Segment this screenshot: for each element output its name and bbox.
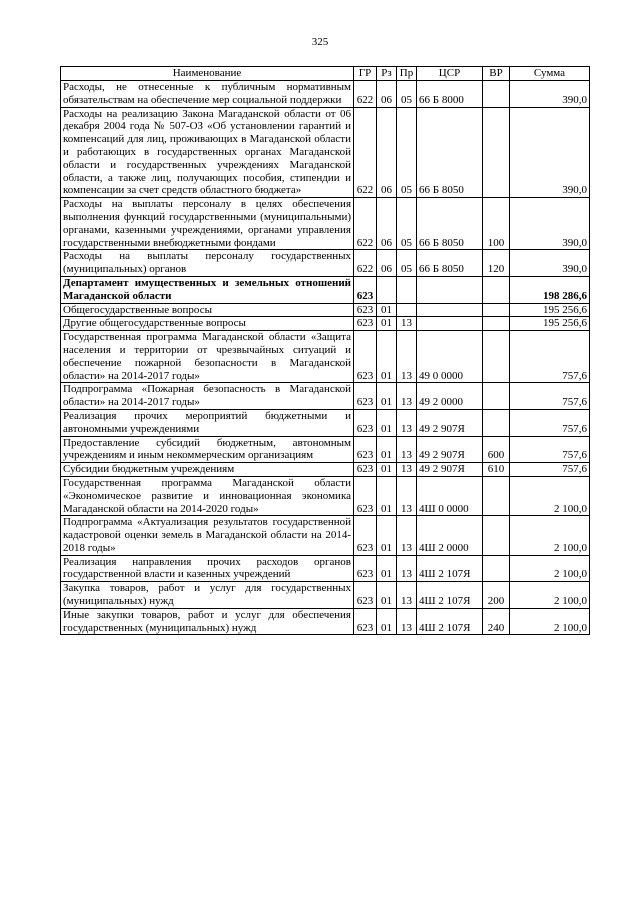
cell-sum: 198 286,6 bbox=[510, 276, 590, 303]
cell-vr: 600 bbox=[483, 436, 510, 463]
cell-vr: 120 bbox=[483, 250, 510, 277]
cell-gr: 623 bbox=[354, 383, 377, 410]
cell-vr bbox=[483, 81, 510, 108]
cell-name: Субсидии бюджетным учреждениям bbox=[61, 463, 354, 477]
cell-rz: 01 bbox=[377, 317, 397, 331]
header-row bbox=[61, 67, 590, 81]
table-row bbox=[61, 317, 590, 331]
cell-sum: 757,6 bbox=[510, 331, 590, 383]
cell-gr: 623 bbox=[354, 463, 377, 477]
cell-gr: 623 bbox=[354, 608, 377, 635]
cell-rz: 01 bbox=[377, 383, 397, 410]
cell-vr bbox=[483, 331, 510, 383]
cell-name: Расходы на выплаты персоналу государственных (муниципальных) органов bbox=[61, 250, 354, 277]
cell-pr bbox=[397, 303, 417, 317]
cell-gr: 623 bbox=[354, 516, 377, 555]
cell-sum: 757,6 bbox=[510, 409, 590, 436]
cell-sum: 757,6 bbox=[510, 463, 590, 477]
cell-pr: 05 bbox=[397, 107, 417, 198]
cell-name: Государственная программа Магаданской области «Защита населения и территории от чрезвычайных ситуаций и обеспечение пожарной безопасности в Магаданской области» на 2014-2017 годы» bbox=[61, 331, 354, 383]
cell-vr bbox=[483, 516, 510, 555]
cell-vr bbox=[483, 107, 510, 198]
cell-csr: 4Ш 0 0000 bbox=[417, 476, 483, 515]
cell-vr: 610 bbox=[483, 463, 510, 477]
cell-sum: 757,6 bbox=[510, 383, 590, 410]
cell-vr bbox=[483, 303, 510, 317]
cell-gr: 622 bbox=[354, 250, 377, 277]
cell-name: Подпрограмма «Актуализация результатов государственной кадастровой оценки земель в Магаданской области на 2014-2018 годы» bbox=[61, 516, 354, 555]
cell-name: Подпрограмма «Пожарная безопасность в Магаданской области» на 2014-2017 годы» bbox=[61, 383, 354, 410]
cell-sum: 2 100,0 bbox=[510, 608, 590, 635]
cell-sum: 390,0 bbox=[510, 107, 590, 198]
table-row bbox=[61, 436, 590, 463]
table-row bbox=[61, 476, 590, 515]
table-row bbox=[61, 383, 590, 410]
cell-rz: 06 bbox=[377, 107, 397, 198]
cell-sum: 2 100,0 bbox=[510, 516, 590, 555]
cell-rz: 01 bbox=[377, 555, 397, 582]
header-csr: ЦСР bbox=[417, 67, 483, 81]
cell-gr: 622 bbox=[354, 81, 377, 108]
table-row bbox=[61, 107, 590, 198]
cell-pr: 13 bbox=[397, 409, 417, 436]
cell-csr: 49 0 0000 bbox=[417, 331, 483, 383]
cell-pr: 13 bbox=[397, 476, 417, 515]
table-row bbox=[61, 81, 590, 108]
header-rz: Рз bbox=[377, 67, 397, 81]
cell-name: Расходы, не отнесенные к публичным нормативным обязательствам на обеспечение мер социальной поддержки bbox=[61, 81, 354, 108]
cell-csr bbox=[417, 276, 483, 303]
table-row bbox=[61, 276, 590, 303]
cell-gr: 623 bbox=[354, 303, 377, 317]
header-sum: Сумма bbox=[510, 67, 590, 81]
cell-sum: 390,0 bbox=[510, 250, 590, 277]
cell-vr bbox=[483, 317, 510, 331]
header-name: Наименование bbox=[61, 67, 354, 81]
cell-csr: 4Ш 2 0000 bbox=[417, 516, 483, 555]
cell-gr: 623 bbox=[354, 582, 377, 609]
table-row bbox=[61, 608, 590, 635]
cell-vr: 100 bbox=[483, 198, 510, 250]
cell-name: Общегосударственные вопросы bbox=[61, 303, 354, 317]
table-row bbox=[61, 409, 590, 436]
table-row bbox=[61, 582, 590, 609]
cell-vr bbox=[483, 383, 510, 410]
cell-name: Реализация прочих мероприятий бюджетными и автономными учреждениями bbox=[61, 409, 354, 436]
table-row bbox=[61, 555, 590, 582]
cell-gr: 623 bbox=[354, 317, 377, 331]
cell-sum: 2 100,0 bbox=[510, 476, 590, 515]
cell-pr: 13 bbox=[397, 516, 417, 555]
cell-vr bbox=[483, 555, 510, 582]
table-row bbox=[61, 250, 590, 277]
cell-sum: 390,0 bbox=[510, 198, 590, 250]
cell-pr bbox=[397, 276, 417, 303]
cell-pr: 05 bbox=[397, 198, 417, 250]
table-body bbox=[61, 81, 590, 635]
cell-name: Другие общегосударственные вопросы bbox=[61, 317, 354, 331]
cell-rz: 01 bbox=[377, 436, 397, 463]
cell-name: Предоставление субсидий бюджетным, автономным учреждениям и иным некоммерческим организациям bbox=[61, 436, 354, 463]
cell-gr: 623 bbox=[354, 476, 377, 515]
header-vr: ВР bbox=[483, 67, 510, 81]
cell-csr: 4Ш 2 107Я bbox=[417, 555, 483, 582]
cell-csr bbox=[417, 317, 483, 331]
cell-vr bbox=[483, 409, 510, 436]
cell-name: Государственная программа Магаданской области «Экономическое развитие и инновационная экономика Магаданской области на 2014-2020 годы» bbox=[61, 476, 354, 515]
cell-pr: 13 bbox=[397, 383, 417, 410]
table-row bbox=[61, 198, 590, 250]
cell-rz: 06 bbox=[377, 81, 397, 108]
cell-pr: 13 bbox=[397, 608, 417, 635]
table-row bbox=[61, 516, 590, 555]
cell-name: Департамент имущественных и земельных отношений Магаданской области bbox=[61, 276, 354, 303]
cell-csr: 49 2 907Я bbox=[417, 409, 483, 436]
cell-csr: 4Ш 2 107Я bbox=[417, 582, 483, 609]
cell-csr: 49 2 907Я bbox=[417, 436, 483, 463]
cell-name: Расходы на реализацию Закона Магаданской области от 06 декабря 2004 года № 507-ОЗ «Об установлении гарантий и компенсаций для лиц, проживающих в Магаданской области и работающих в государственных органах Магаданской области и государственных учреждениях Магаданской области, а также лиц, получающих пособия, стипендии и компенсации за счет средств областного бюджета» bbox=[61, 107, 354, 198]
cell-rz: 06 bbox=[377, 250, 397, 277]
budget-table bbox=[60, 66, 590, 635]
cell-sum: 195 256,6 bbox=[510, 303, 590, 317]
cell-rz: 01 bbox=[377, 463, 397, 477]
header-gr: ГР bbox=[354, 67, 377, 81]
cell-gr: 623 bbox=[354, 436, 377, 463]
cell-name: Закупка товаров, работ и услуг для государственных (муниципальных) нужд bbox=[61, 582, 354, 609]
cell-rz: 01 bbox=[377, 331, 397, 383]
cell-gr: 623 bbox=[354, 276, 377, 303]
cell-pr: 13 bbox=[397, 582, 417, 609]
table-row bbox=[61, 331, 590, 383]
cell-rz: 06 bbox=[377, 198, 397, 250]
header-pr: Пр bbox=[397, 67, 417, 81]
cell-sum: 195 256,6 bbox=[510, 317, 590, 331]
cell-rz: 01 bbox=[377, 516, 397, 555]
cell-pr: 05 bbox=[397, 81, 417, 108]
cell-gr: 622 bbox=[354, 107, 377, 198]
cell-csr: 4Ш 2 107Я bbox=[417, 608, 483, 635]
cell-name: Реализация направления прочих расходов органов государственной власти и казенных учреждений bbox=[61, 555, 354, 582]
cell-csr: 66 Б 8050 bbox=[417, 107, 483, 198]
cell-sum: 390,0 bbox=[510, 81, 590, 108]
cell-gr: 623 bbox=[354, 331, 377, 383]
cell-pr: 13 bbox=[397, 436, 417, 463]
cell-rz bbox=[377, 276, 397, 303]
cell-rz: 01 bbox=[377, 409, 397, 436]
cell-csr: 66 Б 8000 bbox=[417, 81, 483, 108]
cell-gr: 623 bbox=[354, 409, 377, 436]
cell-rz: 01 bbox=[377, 582, 397, 609]
cell-sum: 2 100,0 bbox=[510, 555, 590, 582]
cell-csr: 66 Б 8050 bbox=[417, 198, 483, 250]
table-row bbox=[61, 463, 590, 477]
cell-pr: 13 bbox=[397, 555, 417, 582]
cell-csr: 66 Б 8050 bbox=[417, 250, 483, 277]
cell-rz: 01 bbox=[377, 303, 397, 317]
cell-vr bbox=[483, 476, 510, 515]
cell-name: Иные закупки товаров, работ и услуг для обеспечения государственных (муниципальных) нужд bbox=[61, 608, 354, 635]
cell-csr: 49 2 907Я bbox=[417, 463, 483, 477]
table-header bbox=[61, 67, 590, 81]
cell-rz: 01 bbox=[377, 608, 397, 635]
cell-csr bbox=[417, 303, 483, 317]
table-row bbox=[61, 303, 590, 317]
cell-sum: 2 100,0 bbox=[510, 582, 590, 609]
cell-pr: 13 bbox=[397, 331, 417, 383]
cell-name: Расходы на выплаты персоналу в целях обеспечения выполнения функций государственными (муниципальными) органами, казенными учреждениями, органами управления государственными внебюджетными фондами bbox=[61, 198, 354, 250]
cell-sum: 757,6 bbox=[510, 436, 590, 463]
page-number: 325 bbox=[311, 36, 329, 48]
cell-vr: 200 bbox=[483, 582, 510, 609]
cell-vr bbox=[483, 276, 510, 303]
cell-gr: 622 bbox=[354, 198, 377, 250]
cell-csr: 49 2 0000 bbox=[417, 383, 483, 410]
cell-pr: 13 bbox=[397, 463, 417, 477]
cell-rz: 01 bbox=[377, 476, 397, 515]
cell-pr: 13 bbox=[397, 317, 417, 331]
cell-pr: 05 bbox=[397, 250, 417, 277]
cell-gr: 623 bbox=[354, 555, 377, 582]
cell-vr: 240 bbox=[483, 608, 510, 635]
